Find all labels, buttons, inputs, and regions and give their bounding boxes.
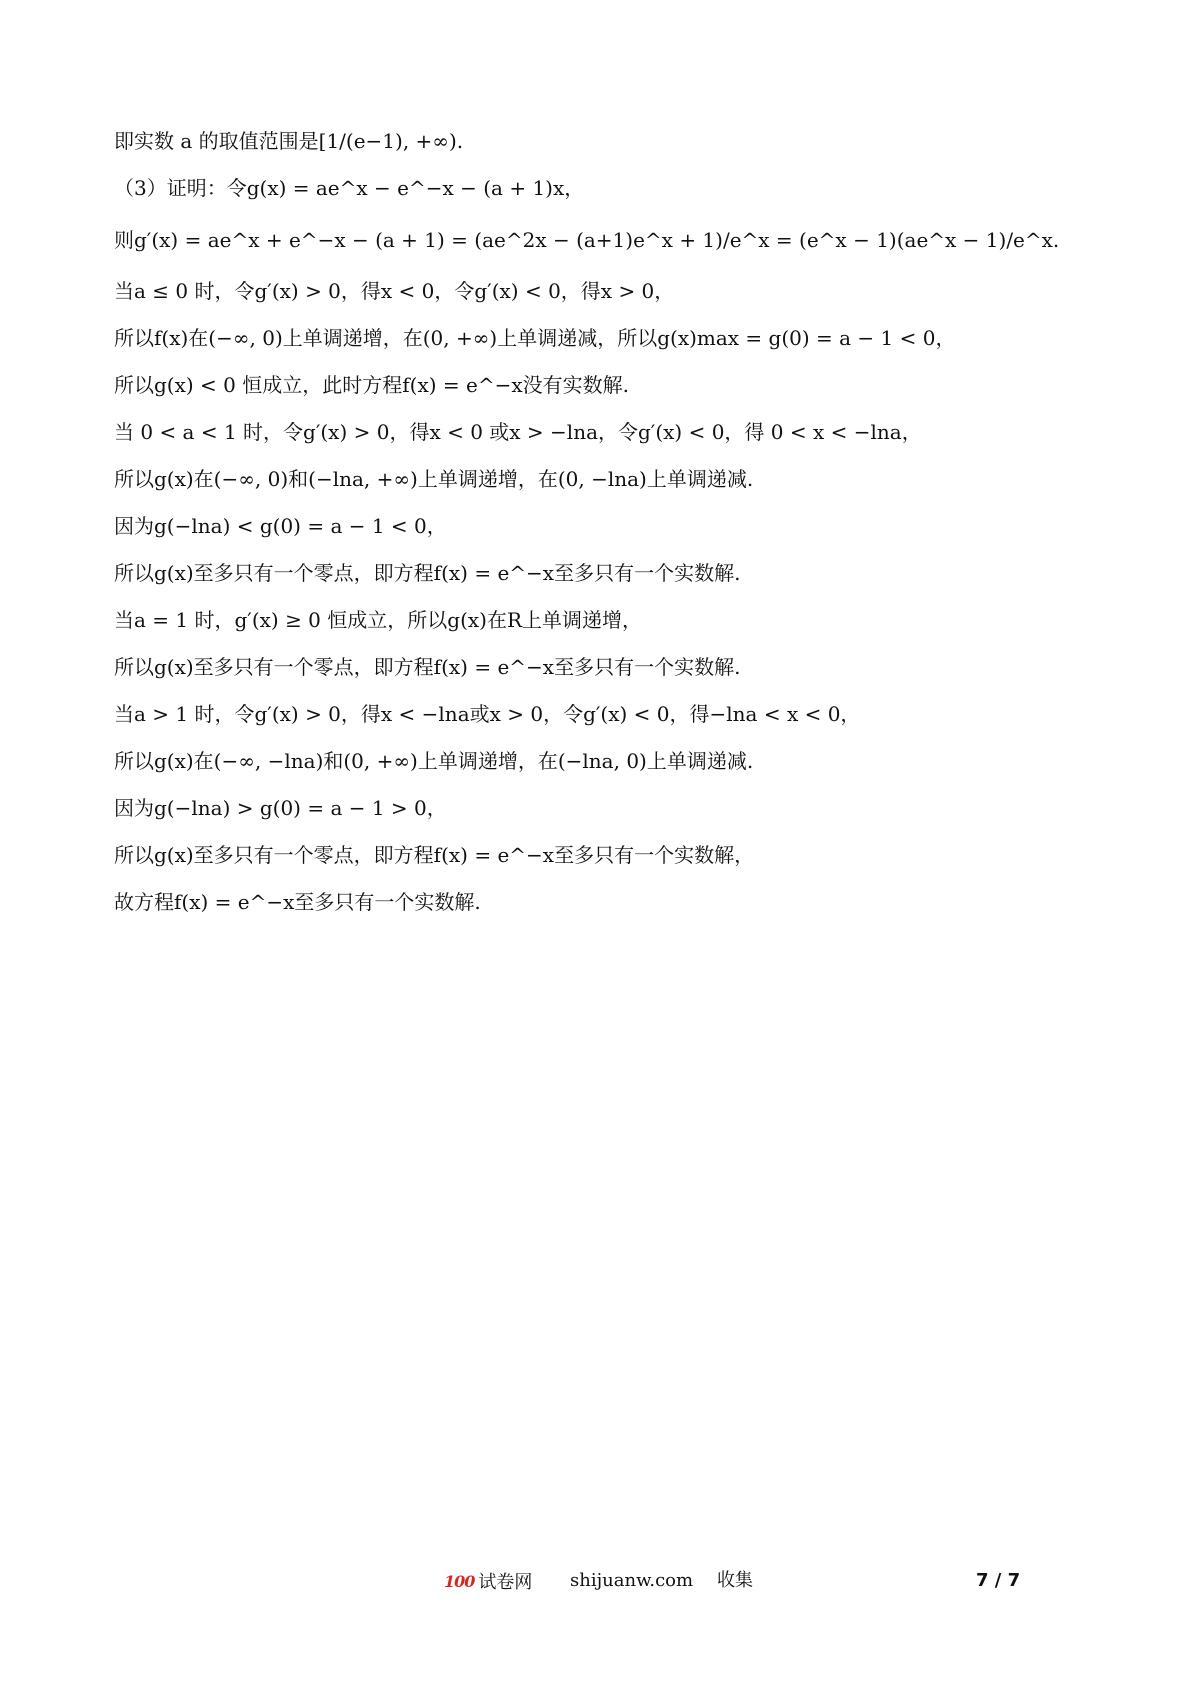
solution-line: 所以g(x)在(−∞, −lna)和(0, +∞)上单调递增，在(−lna, 0)上单调递减.: [114, 749, 754, 773]
solution-line: 当a > 1 时，令g′(x) > 0，得x < −lna或x > 0，令g′(x) < 0，得−lna < x < 0，: [114, 702, 861, 726]
solution-line: 所以g(x)在(−∞, 0)和(−lna, +∞)上单调递增，在(0, −lna)上单调递减.: [114, 467, 754, 491]
solution-line: 当 0 < a < 1 时，令g′(x) > 0，得x < 0 或x > −lna，令g′(x) < 0，得 0 < x < −lna，: [114, 420, 922, 444]
solution-line: 因为g(−lna) < g(0) = a − 1 < 0，: [114, 514, 447, 538]
solution-body: [114, 118, 1074, 926]
footer-collect-label: 收集: [717, 1570, 753, 1591]
footer-brand[interactable]: [444, 1566, 532, 1596]
solution-line: 故方程f(x) = e^−x至多只有一个实数解.: [114, 890, 481, 914]
brand-name: 试卷网: [478, 1572, 533, 1593]
solution-line: 当a = 1 时，g′(x) ≥ 0 恒成立，所以g(x)在R上单调递增，: [114, 608, 643, 632]
solution-line: 则g′(x) = ae^x + e^−x − (a + 1) = (ae^2x − (a+1)e^x + 1)/e^x = (e^x − 1)(ae^x − 1)/e^x.: [114, 228, 1060, 252]
solution-line: 所以f(x)在(−∞, 0)上单调递增，在(0, +∞)上单调递减，所以g(x)max = g(0) = a − 1 < 0，: [114, 326, 956, 350]
solution-line: 所以g(x) < 0 恒成立，此时方程f(x) = e^−x没有实数解.: [114, 373, 629, 397]
solution-line: 当a ≤ 0 时，令g′(x) > 0，得x < 0，令g′(x) < 0，得x > 0，: [114, 279, 675, 303]
page-number: 7 / 7: [976, 1570, 1021, 1591]
solution-line: 所以g(x)至多只有一个零点，即方程f(x) = e^−x至多只有一个实数解.: [114, 655, 741, 679]
solution-line: （3）证明：令g(x) = ae^x − e^−x − (a + 1)x，: [114, 176, 585, 200]
brand-logo-icon: 100: [444, 1571, 475, 1591]
page-footer: [0, 1566, 1191, 1596]
solution-line: 所以g(x)至多只有一个零点，即方程f(x) = e^−x至多只有一个实数解，: [114, 843, 755, 867]
solution-line: 因为g(−lna) > g(0) = a − 1 > 0，: [114, 796, 447, 820]
solution-line: 所以g(x)至多只有一个零点，即方程f(x) = e^−x至多只有一个实数解.: [114, 561, 741, 585]
solution-line: 即实数 a 的取值范围是[1/(e−1), +∞).: [114, 129, 464, 153]
footer-site-link[interactable]: shijuanw.com: [570, 1570, 694, 1591]
